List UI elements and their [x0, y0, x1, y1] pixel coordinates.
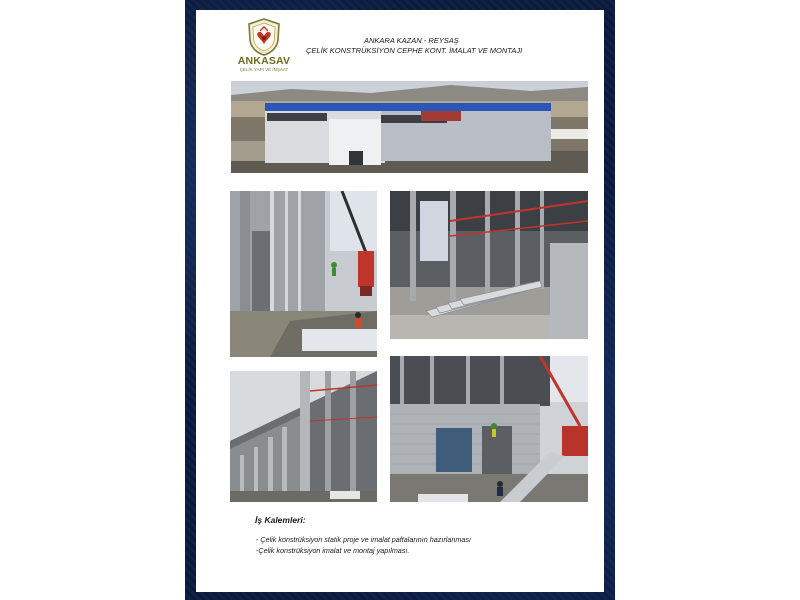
building-exterior-image [231, 81, 588, 173]
photo-facade-cladding [390, 356, 588, 502]
logo-subtitle: ÇELİK YAPI VE İNŞAAT [239, 67, 289, 72]
photo-steel-columns [230, 371, 377, 502]
photo-facade-crane [230, 191, 377, 357]
company-logo [236, 18, 292, 76]
work-item-1: - Çelik konstrüksiyon statik proje ve imalat paftalarının hazırlanması [256, 535, 471, 544]
shield-emblem-icon [247, 18, 281, 56]
photo-interior-frame [390, 191, 588, 339]
facade-cladding-image [390, 356, 588, 502]
logo-name: ANKASAV [237, 55, 291, 67]
work-item-2: -Çelik konstrüksiyon imalat ve montaj yapılması. [256, 546, 410, 555]
header-title: ANKARA KAZAN - REYSAŞ [364, 36, 459, 45]
work-items-title: İş Kalemleri: [255, 515, 306, 525]
interior-frame-image [390, 191, 588, 339]
steel-columns-image [230, 371, 377, 502]
photo-finished-building [231, 81, 588, 173]
header-subtitle: ÇELİK KONSTRÜKSİYON CEPHE KONT. İMALAT VE MONTAJI [306, 46, 523, 55]
facade-crane-image [230, 191, 377, 357]
